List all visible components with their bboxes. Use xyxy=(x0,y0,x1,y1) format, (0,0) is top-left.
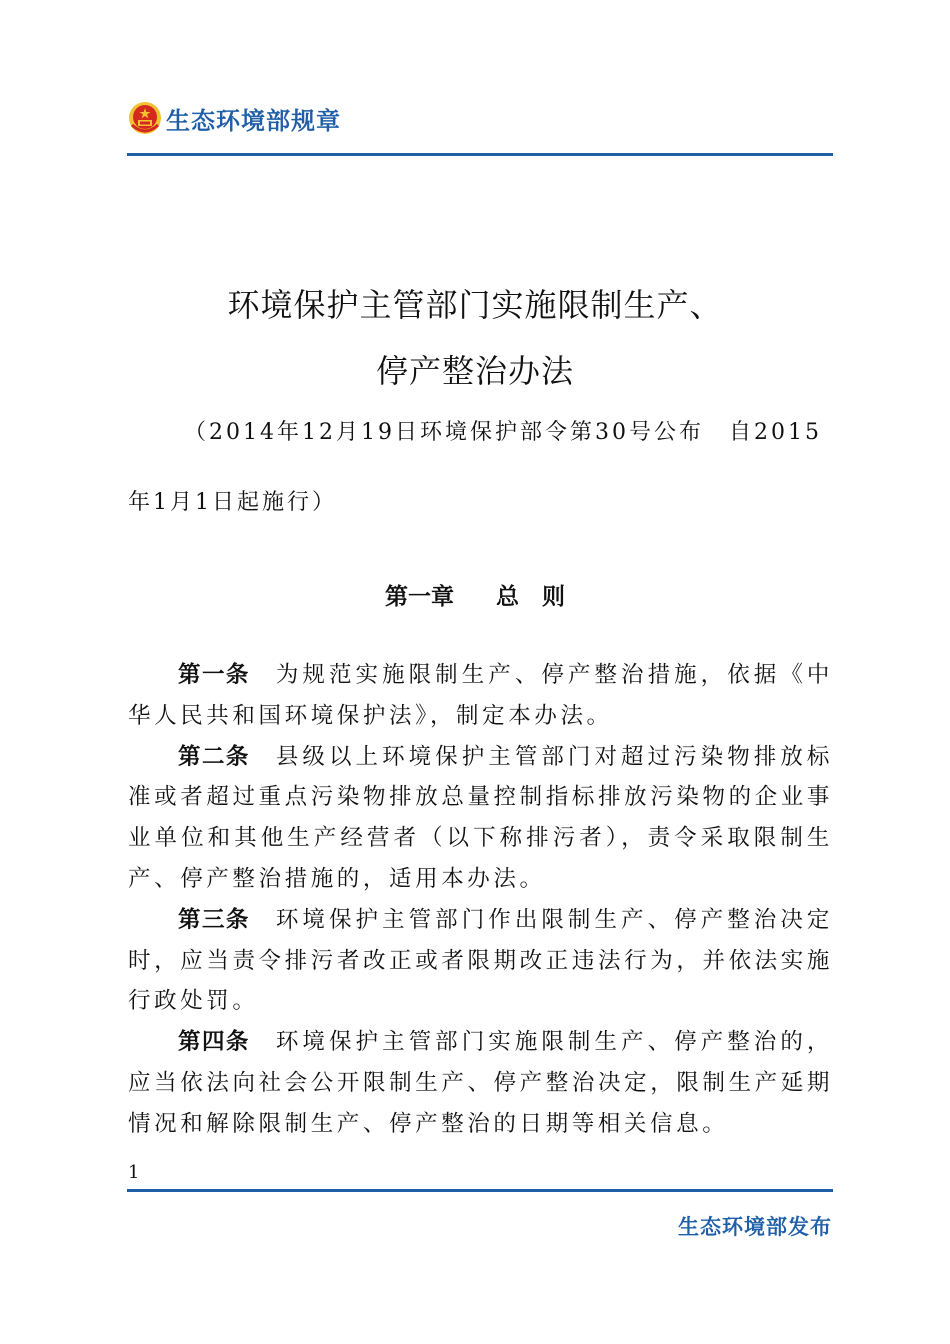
article-label: 第四条 xyxy=(178,1029,250,1056)
footer-publisher: 生态环境部发布 xyxy=(678,1215,832,1239)
national-emblem-icon xyxy=(128,101,162,135)
article-4 xyxy=(128,1022,833,1144)
article-text: 为规范实施限制生产、停产整治措施，依据《中华人民共和国环境保护法》，制定本办法。 xyxy=(128,662,833,729)
document-body xyxy=(128,655,833,1145)
article-3 xyxy=(128,900,833,1022)
header-divider xyxy=(127,153,833,156)
header-title: 生态环境部规章 xyxy=(166,106,341,135)
article-label: 第一条 xyxy=(178,662,250,688)
article-1 xyxy=(128,655,833,737)
issued-note: （2014年12月19日环境保护部令第30号公布 自2015年1月1日起施行） xyxy=(128,420,822,515)
chapter-name: 总 则 xyxy=(496,584,566,610)
article-2 xyxy=(128,737,833,900)
chapter-heading xyxy=(0,578,950,611)
article-text: 环境保护主管部门实施限制生产、停产整治的，应当依法向社会公开限制生产、停产整治决定，限制生产延期情况和解除限制生产、停产整治的日期等相关信息。 xyxy=(128,1029,833,1137)
article-text: 环境保护主管部门作出限制生产、停产整治决定时，应当责令排污者改正或者限期改正违法行为，并依法实施行政处罚。 xyxy=(128,906,833,1015)
article-label: 第三条 xyxy=(178,906,250,933)
header xyxy=(128,98,341,138)
footer-divider xyxy=(127,1189,833,1192)
page-number: 1 xyxy=(128,1162,140,1183)
article-label: 第二条 xyxy=(178,743,250,770)
chapter-number: 第一章 xyxy=(384,584,454,610)
article-text: 县级以上环境保护主管部门对超过污染物排放标准或者超过重点污染物排放总量控制指标排放污染物的企业事业单位和其他生产经营者（以下称排污者），责令采取限制生产、停产整治措施的，适用本办法。 xyxy=(128,743,833,892)
document-title-line-1: 环境保护主管部门实施限制生产、 xyxy=(227,286,723,324)
document-title-line-2: 停产整治办法 xyxy=(375,352,574,390)
